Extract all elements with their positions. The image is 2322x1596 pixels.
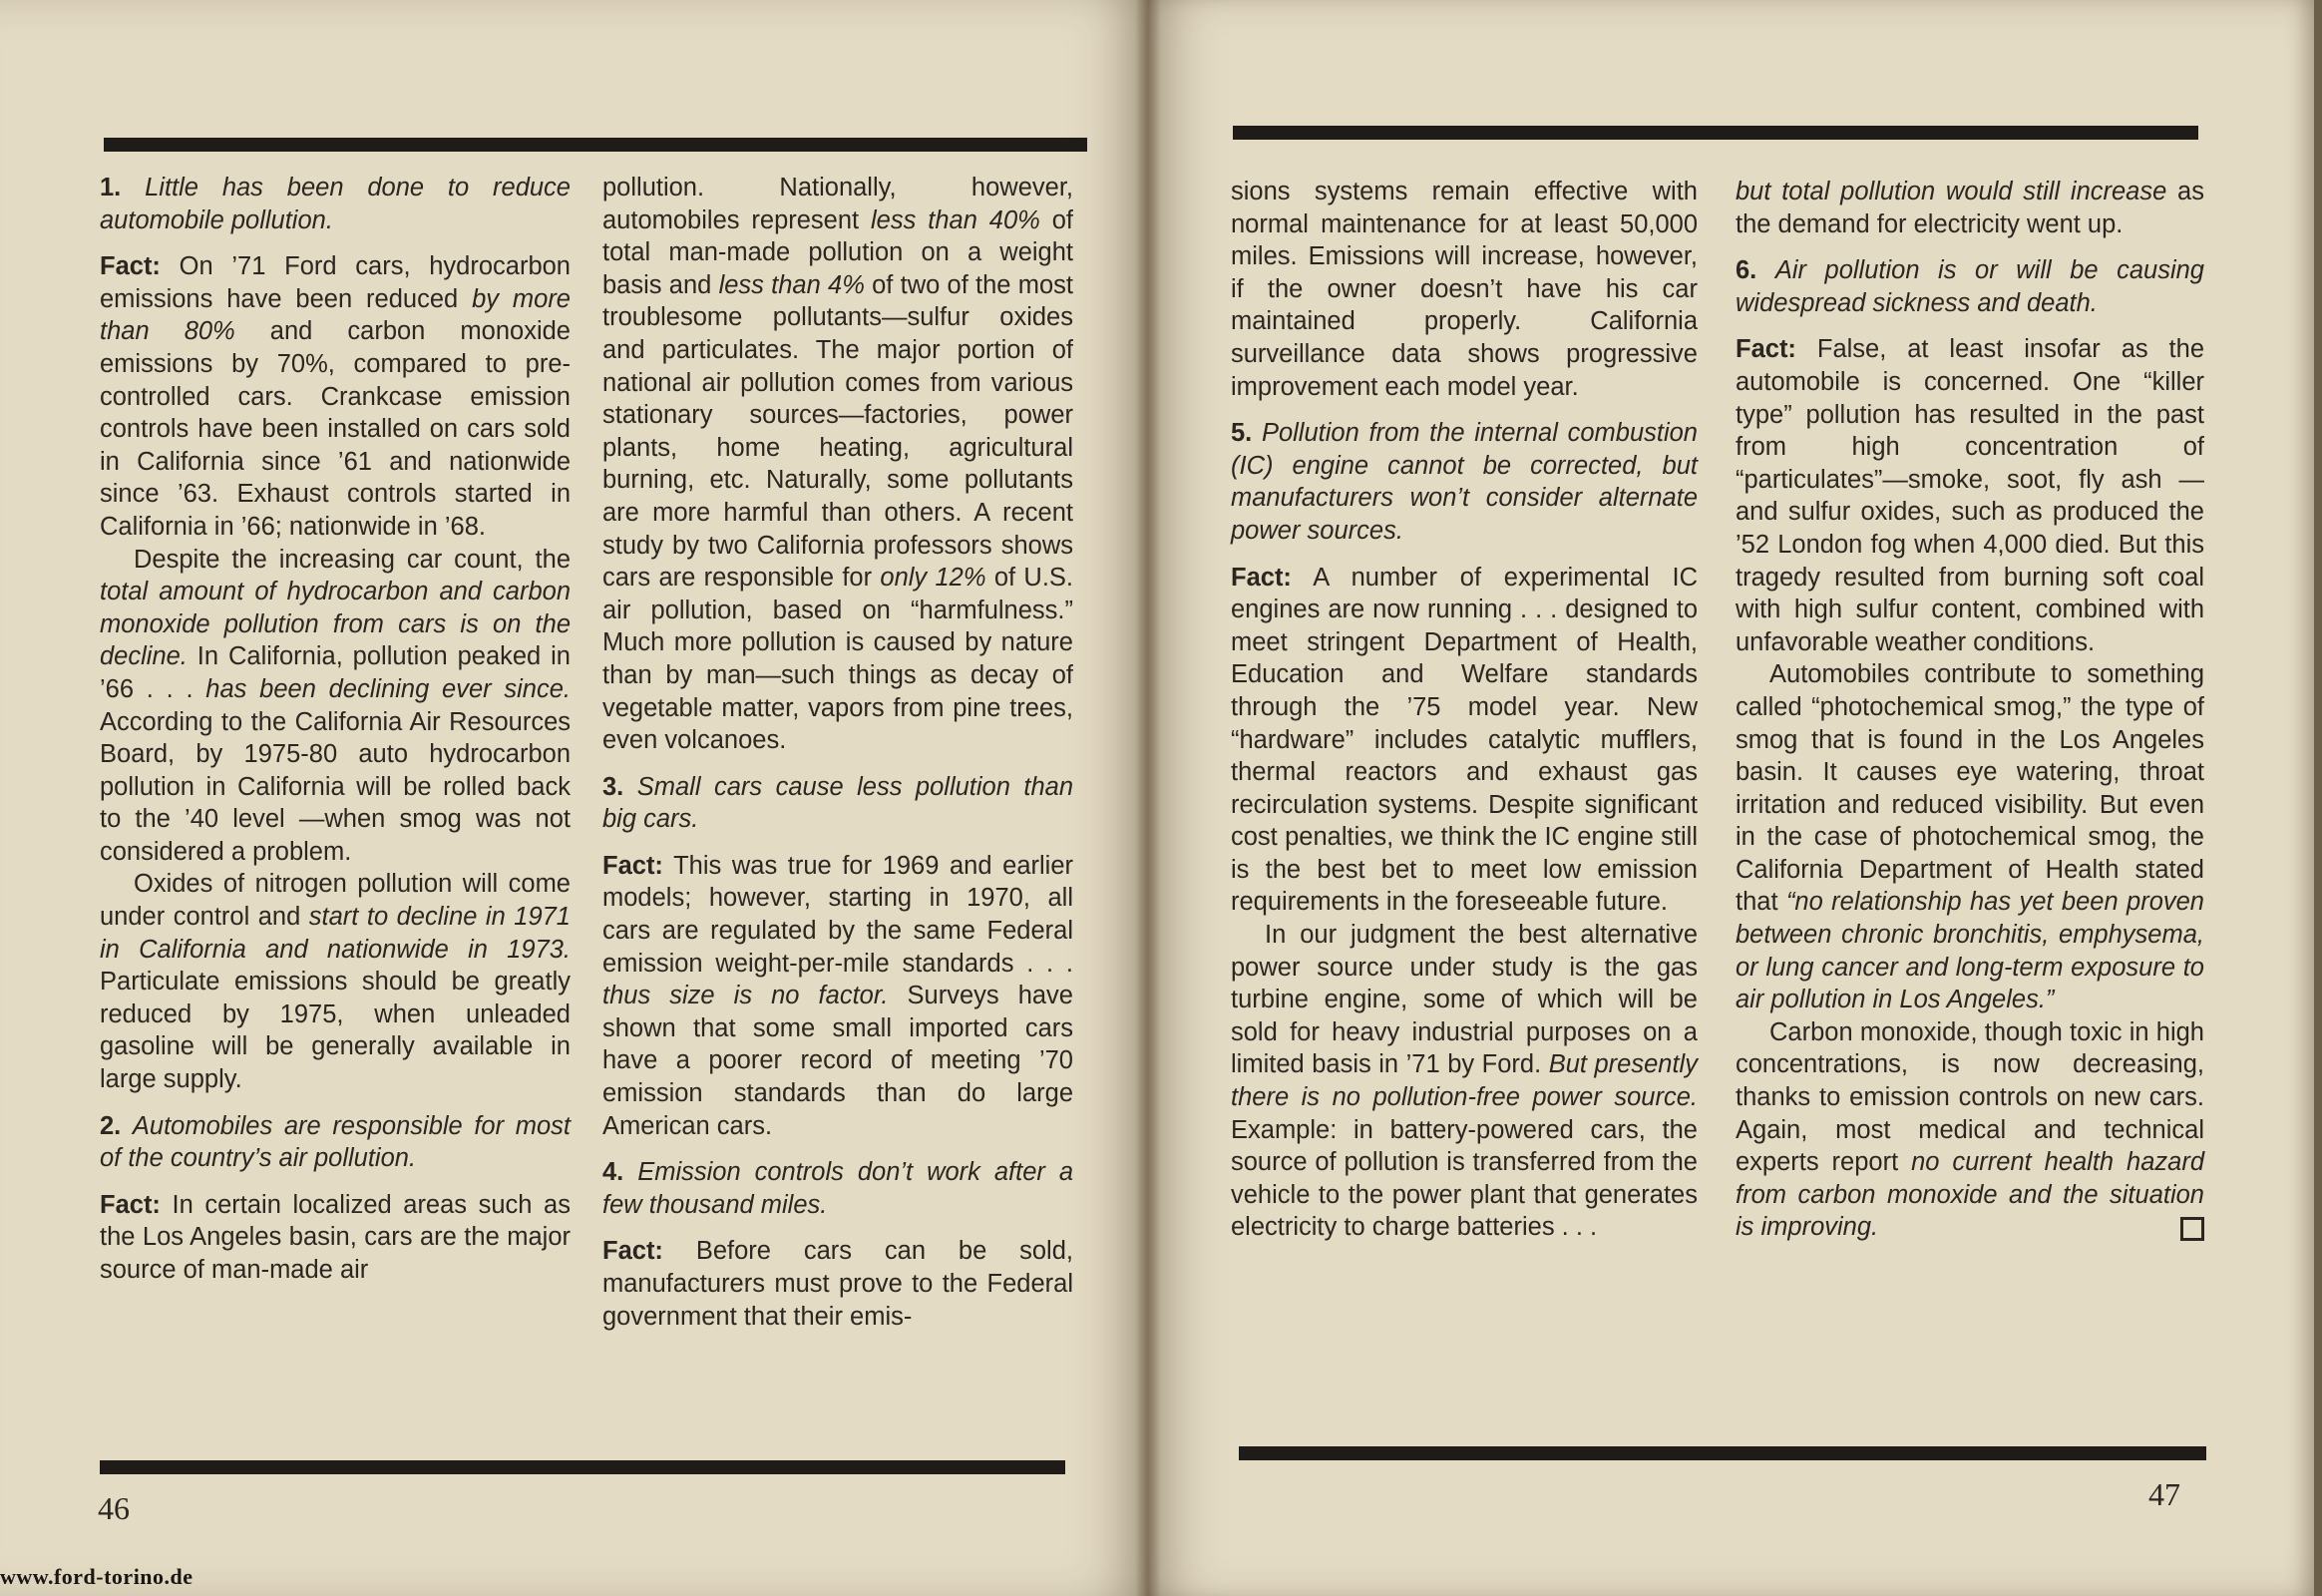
fact-text: On ’71 Ford cars, hydrocarbon emissions have been reduced by more than 80% and carbon monoxide emissions by 70%, compared to pre-controlled cars. Crankcase emission controls have been installed on cars sold in California since ’61 and nationwide since ’63. Exhaust controls started in California in ’66; nationwide in ’68.: [100, 252, 571, 541]
question-number: 2.: [100, 1111, 133, 1140]
left-page-column-1: [100, 172, 571, 1287]
watermark-url: www.ford-torino.de: [0, 1564, 194, 1589]
body-paragraph: Carbon monoxide, though toxic in high concentrations, is now decreasing, thanks to emission controls on new cars. Again, most medical and technical experts report no current health hazard from carbon monoxide and the situation is improving.: [1736, 1017, 2205, 1242]
question-heading: [602, 1156, 1073, 1221]
fact-label: Fact:: [602, 1237, 663, 1266]
question-number: 4.: [602, 1158, 638, 1187]
book-gutter: [1135, 0, 1161, 1596]
fact-text: Before cars can be sold, manufacturers must prove to the Federal government that their emis-: [602, 1237, 1073, 1331]
fact-text: This was true for 1969 and earlier models; however, starting in 1970, all cars are regulated by the same Federal emission weight-per-mile standards . . . thus size is no factor. Surveys have shown that some small imported cars have a poorer record of meeting ’70 emission standards than do large American cars.: [602, 851, 1073, 1140]
question-text: Emission controls don’t work after a few thousand miles.: [602, 1158, 1073, 1219]
question-heading: [1736, 254, 2204, 319]
fact-label: Fact:: [100, 252, 161, 281]
question-text: Automobiles are responsible for most of the country’s air pollution.: [100, 1111, 571, 1173]
page-number-right: 47: [2148, 1476, 2180, 1512]
fact-text: In certain localized areas such as the Los Angeles basin, cars are the major source of man-made air: [100, 1190, 571, 1284]
end-mark-icon: [2180, 1217, 2204, 1241]
fact-label: Fact:: [602, 851, 663, 880]
fact-label: Fact:: [1231, 563, 1292, 592]
fact-paragraph: [1231, 562, 1698, 920]
fact-text: False, at least insofar as the automobile is concerned. One “killer type” pollution has resulted in the past from high concentration of “particulates”—smoke, soot, fly ash —and sulfur oxides, such as produced the ’52 London fog when 4,000 died. But this tragedy resulted from burning soft coal with high sulfur content, combined with unfavorable weather conditions.: [1736, 335, 2204, 656]
fact-paragraph: [602, 1235, 1073, 1333]
continued-paragraph: but total pollution would still increase as the demand for electricity went up.: [1736, 178, 2204, 238]
body-paragraph: Automobiles contribute to something called “photochemical smog,” the type of smog that is found in the Los Angeles basin. It causes eye watering, throat irritation and reduced visibility. But even in the case of photochemical smog, the California Department of Health stated that “no relationship has yet been proven between chronic bronchitis, emphysema, or lung cancer and long-term exposure to air pollution in Los Angeles.”: [1736, 660, 2204, 1014]
question-number: 1.: [100, 174, 146, 201]
top-rule-left: [104, 138, 1087, 152]
body-paragraph: Oxides of nitrogen pollution will come under control and start to decline in 1971 in California and nationwide in 1973. Particulate emissions should be greatly reduced by 1975, when unleaded gasoline will be generally available in large supply.: [100, 870, 571, 1094]
page-number-left: 46: [98, 1490, 130, 1526]
fact-paragraph: [602, 850, 1073, 1142]
fact-text: A number of experimental IC engines are now running . . . designed to meet stringent Department of Health, Education and Welfare standards through the ’75 model year. New “hardware” includes catalytic mufflers, thermal reactors and exhaust gas recirculation systems. Despite significant cost penalties, we think the IC engine still is the best bet to meet low emission requirements in the foreseeable future.: [1231, 563, 1698, 917]
left-page-column-2: [602, 172, 1073, 1333]
right-page-column-1: [1231, 176, 1698, 1244]
right-page-column-2: [1736, 176, 2204, 1244]
question-text: Small cars cause less pollution than big cars.: [602, 772, 1073, 834]
question-heading: [1231, 417, 1698, 547]
fact-paragraph: [100, 250, 571, 543]
question-number: 3.: [602, 772, 637, 801]
question-text: Air pollution is or will be causing widespread sickness and death.: [1736, 256, 2204, 317]
question-number: 5.: [1231, 419, 1262, 448]
fact-label: Fact:: [100, 1190, 161, 1219]
fact-paragraph: [1736, 333, 2204, 658]
fact-paragraph: [100, 1189, 571, 1287]
continued-paragraph: pollution. Nationally, however, automobiles represent less than 40% of total man-made pollution on a weight basis and less than 4% of two of the most troublesome pollutants—sulfur oxides and particulates. The major portion of national air pollution comes from various stationary sources—factories, power plants, home heating, agricultural burning, etc. Naturally, some pollutants are more harmful than others. A recent study by two California professors shows cars are responsible for only 12% of U.S. air pollution, based on “harmfulness.” Much more pollution is caused by nature than by man—such things as decay of vegetable matter, vapors from pine trees, even volcanoes.: [602, 174, 1073, 755]
body-paragraph: In our judgment the best alternative power source under study is the gas turbine engine, some of which will be sold for heavy industrial purposes on a limited basis in ’71 by Ford. But presently there is no pollution-free power source. Example: in battery-powered cars, the source of pollution is transferred from the vehicle to the power plant that generates electricity to charge batteries . . .: [1231, 921, 1698, 1242]
question-heading: [100, 1110, 571, 1175]
top-rule-right: [1233, 126, 2198, 140]
page-edge: [2314, 0, 2322, 1596]
question-text: Little has been done to reduce automobile pollution.: [100, 174, 571, 234]
question-text: Pollution from the internal combustion (IC) engine cannot be corrected, but manufacturers won’t consider alternate power sources.: [1231, 419, 1698, 545]
body-paragraph: Despite the increasing car count, the total amount of hydrocarbon and carbon monoxide pollution from cars is on the decline. In California, pollution peaked in ’66 . . . has been declining ever since. According to the California Air Resources Board, by 1975-80 auto hydrocarbon pollution in California will be rolled back to the ’40 level —when smog was not considered a problem.: [100, 545, 571, 866]
question-heading: [100, 172, 571, 236]
question-heading: [602, 771, 1073, 836]
continued-paragraph: sions systems remain effective with normal maintenance for at least 50,000 miles. Emissions will increase, however, if the owner doesn’t have his car maintained properly. California surveillance data shows progressive improvement each model year.: [1231, 178, 1698, 401]
question-number: 6.: [1736, 256, 1775, 285]
bottom-rule-left: [100, 1460, 1065, 1474]
bottom-rule-right: [1239, 1446, 2206, 1460]
fact-label: Fact:: [1736, 335, 1796, 364]
